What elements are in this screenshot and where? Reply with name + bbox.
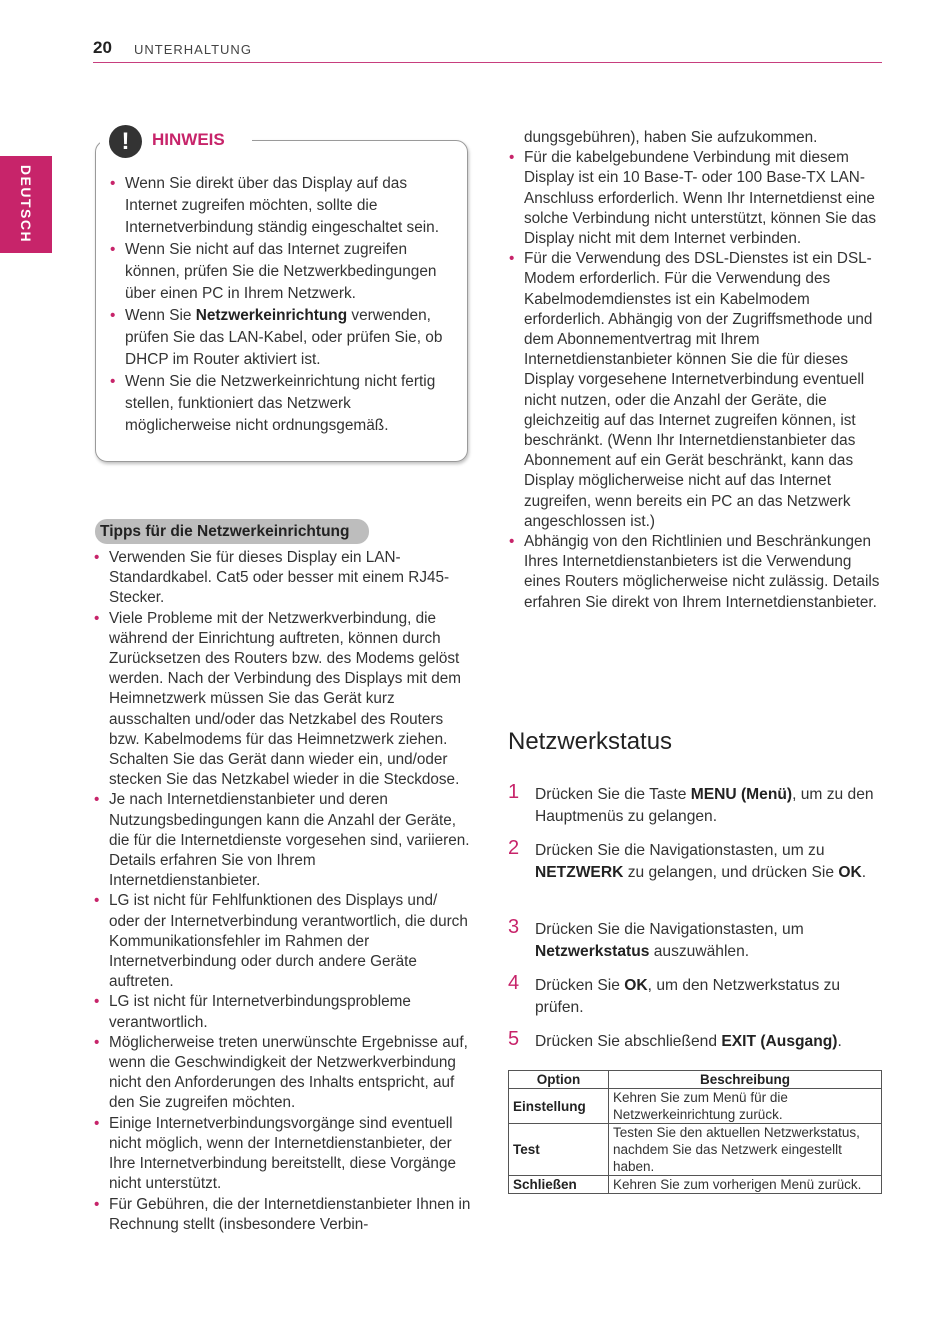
note-item-text: Wenn Sie (125, 307, 196, 324)
step-text-part: Drücken Sie (535, 977, 625, 994)
step-keyword: EXIT (Ausgang) (721, 1033, 838, 1050)
table-row (509, 1089, 882, 1124)
options-table (508, 1070, 882, 1194)
page-number: 20 (93, 38, 112, 57)
option-description: Kehren Sie zum vorherigen Menü zurück. (609, 1176, 882, 1194)
note-item (125, 305, 455, 371)
column-header-option: Option (509, 1071, 609, 1089)
tips-item: • Abhängig von den Richtlinien und Beschränkungen Ihres Internetdienstanbieters ist die Verwendung eines Routers möglicherweise nicht zulässig. Details erfahren Sie direkt von Ihrem Internetdienstanbieter. (524, 532, 886, 613)
tips-item: • LG ist nicht für Fehlfunktionen des Displays und/ oder der Internetverbindung verantwortlich, die durch Kommunikationsfehler im Rahmen der Internetverbindung oder durch andere Geräte auftreten. (109, 891, 471, 992)
step-keyword: OK (624, 977, 648, 994)
step-text (535, 975, 880, 1019)
step-text-part: Drücken Sie die Navigationstasten, um (535, 921, 804, 938)
tips-item: • Für die kabelgebundene Verbindung mit diesem Display ist ein 10 Base-T- oder 100 Base-TX LAN-Anschluss erforderlich. Wenn Ihr Internetdienst eine solche Verbindung nicht unterstützt, können Sie das Display nicht mit dem Internet verbinden. (524, 148, 886, 249)
tips-title: Tipps für die Netzwerkeinrichtung (100, 523, 350, 540)
tips-item: • LG ist nicht für Internetverbindungsprobleme verantwortlich. (109, 992, 471, 1032)
note-item: • Wenn Sie direkt über das Display auf das Internet zugreifen möchten, sollte die Internetverbindung ständig eingeschaltet sein. (125, 173, 455, 239)
note-item: • Wenn Sie nicht auf das Internet zugreifen können, prüfen Sie die Netzwerkbedingungen über einen PC in Ihrem Netzwerk. (125, 239, 455, 305)
step-text (535, 840, 880, 884)
language-tab-label: DEUTSCH (18, 164, 34, 244)
option-name: Schließen (509, 1176, 609, 1194)
step-text-part: Drücken Sie die Taste (535, 786, 691, 803)
step-text (535, 1031, 880, 1053)
step-text-part: zu gelangen, und drücken Sie (623, 864, 839, 881)
note-item: • Wenn Sie die Netzwerkeinrichtung nicht fertig stellen, funktioniert das Netzwerk möglicherweise nicht ordnungsgemäß. (125, 371, 455, 437)
tips-item: • Einige Internetverbindungsvorgänge sind eventuell nicht möglich, wenn der Internetdienstanbieter, der Ihre Internetverbindung bereitstellt, diese Vorgänge nicht unterstützt. (109, 1114, 471, 1195)
step-number: 3 (508, 916, 520, 938)
step-text-part: . (861, 864, 867, 881)
step-text-part: Drücken Sie abschließend (535, 1033, 722, 1050)
tips-item: • Je nach Internetdienstanbieter und deren Nutzungsbedingungen kann die Anzahl der Geräte, die für die Internetdienste vorgesehen sind, variieren. Details erfahren Sie von Ihrem Internetdienstanbieter. (109, 790, 471, 891)
exclamation-icon: ! (109, 125, 142, 158)
step-text-part: Drücken Sie die Navigationstasten, um zu (535, 842, 825, 859)
step-keyword: OK (838, 864, 862, 881)
option-name: Einstellung (509, 1089, 609, 1124)
table-row (509, 1176, 882, 1194)
step-text-part: auszuwählen. (649, 943, 750, 960)
option-description: Testen Sie den aktuellen Netzwerkstatus, nachdem Sie das Netzwerk eingestellt haben. (609, 1124, 882, 1176)
option-description: Kehren Sie zum Menü für die Netzwerkeinrichtung zurück. (609, 1089, 882, 1124)
tips-item: • Für Gebühren, die der Internetdienstanbieter Ihnen in Rechnung stellt (insbesondere Verbin- (109, 1195, 471, 1235)
note-list (125, 173, 455, 437)
page-header (93, 38, 882, 63)
note-item-text: verwenden, prüfen Sie das LAN-Kabel, oder prüfen Sie, ob DHCP im Router aktiviert ist. (125, 307, 443, 368)
step-text (535, 784, 880, 828)
section-title: UNTERHALTUNG (134, 42, 252, 57)
table-header-row (509, 1071, 882, 1089)
step-number: 2 (508, 837, 520, 859)
tips-item: • Verwenden Sie für dieses Display ein LAN-Standardkabel. Cat5 oder besser mit einem RJ45-Stecker. (109, 548, 471, 609)
tips-item-continuation: dungsgebühren), haben Sie aufzukommen. (524, 129, 818, 146)
step-text (535, 919, 880, 963)
option-name: Test (509, 1124, 609, 1176)
step-keyword: MENU (Menü) (690, 786, 793, 803)
tips-item: • Möglicherweise treten unerwünschte Ergebnisse auf, wenn die Geschwindigkeit der Netzwerkverbindung nicht den Anforderungen des Inhalts entspricht, auf den Sie zugreifen möchten. (109, 1033, 471, 1114)
step-number: 5 (508, 1028, 520, 1050)
step-text-part: , um den Netzwerkstatus zu prüfen. (535, 977, 841, 1016)
step-keyword: NETZWERK (535, 864, 624, 881)
language-tab (0, 156, 52, 253)
note-title: HINWEIS (152, 130, 225, 149)
step-text-part: , um zu den Hauptmenüs zu gelangen. (535, 786, 874, 825)
step-number: 4 (508, 972, 520, 994)
step-keyword: Netzwerkstatus (535, 943, 650, 960)
tips-list-continued (524, 128, 886, 613)
step-text-part: . (837, 1033, 842, 1050)
column-header-description: Beschreibung (609, 1071, 882, 1089)
tips-item: • Viele Probleme mit der Netzwerkverbindung, die während der Einrichtung auftreten, können durch Zurücksetzen des Routers bzw. des Modems gelöst werden. Nach der Verbindung des Displays mit dem Heimnetzwerk müssen Sie das Gerät kurz ausschalten und/oder das Netzkabel des Routers bzw. Kabelmodems für das Heimnetzwerk ziehen. Schalten Sie das Gerät dann wieder ein, und/oder stecken Sie das Netzkabel wieder in die Steckdose. (109, 609, 471, 791)
note-item-bold: Netzwerkeinrichtung (195, 307, 348, 324)
step-number: 1 (508, 781, 520, 803)
network-status-heading: Netzwerkstatus (508, 728, 673, 755)
table-row (509, 1124, 882, 1176)
tips-item: • Für die Verwendung des DSL-Dienstes ist ein DSL-Modem erforderlich. Für die Verwendung des Kabelmodemdienstes ist ein Kabelmodem erforderlich. Abhängig von der Zugriffsmethode und dem Abonnementvertrag mit Ihrem Internetdienstanbieter können Sie die für dieses Display vorgesehene Internetverbindung eventuell nicht nutzen, oder die Anzahl der Geräte, die gleichzeitig auf das Internet zugreifen können, ist beschränkt. (Wenn Ihr Internetdienstanbieter das Abonnement auf ein Gerät beschränkt, kann das Display möglicherweise nicht auf das Internet zugreifen, wenn bereits ein PC an das Netzwerk angeschlossen ist.) (524, 249, 886, 532)
tips-list (109, 548, 471, 1235)
